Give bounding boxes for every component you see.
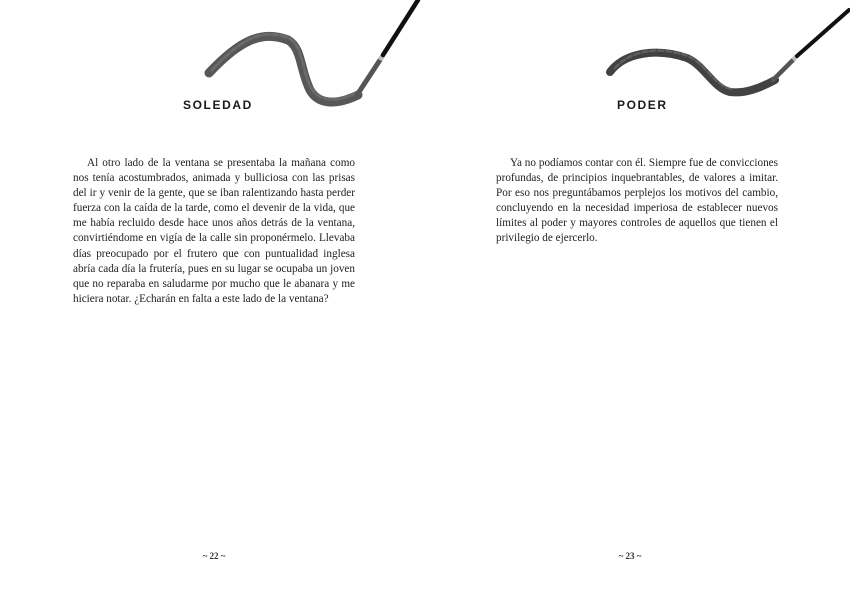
page-number: ~ 23 ~ bbox=[618, 551, 642, 561]
page-number: ~ 22 ~ bbox=[202, 551, 226, 561]
chapter-title: PODER bbox=[617, 98, 668, 112]
chapter-title: SOLEDAD bbox=[183, 98, 253, 112]
body-paragraph: Ya no podíamos contar con él. Siempre fue de convicciones profundas, de principios inquebrantables, de valores a imitar. Por eso nos preguntábamos perplejos los motivos del cambio, concluyendo en la necesidad imperiosa de establecer nuevos límites al poder y mayores controles de aquellos que tienen el privilegio de ejercerlo. bbox=[496, 157, 778, 245]
right-page bbox=[425, 0, 850, 595]
body-paragraph: Al otro lado de la ventana se presentaba la mañana como nos tenía acostumbrados, animada y bulliciosa con las prisas del ir y venir de la gente, que se iban ralentizando hasta perder fuerza con la caída de la tarde, como el devenir de la vida, que me había recluido desde hace unos años detrás de la ventana, convirtiéndome en vigía de la calle sin proponérmelo. Llevaba días preocupado por el frutero que con puntualidad inglesa abría cada día la frutería, pues en su lugar se ocupaba un joven que no reparaba en saludarme por mucho que le abanara y me hiciera notar. ¿Echarán en falta a este lado de la ventana? bbox=[73, 157, 355, 305]
